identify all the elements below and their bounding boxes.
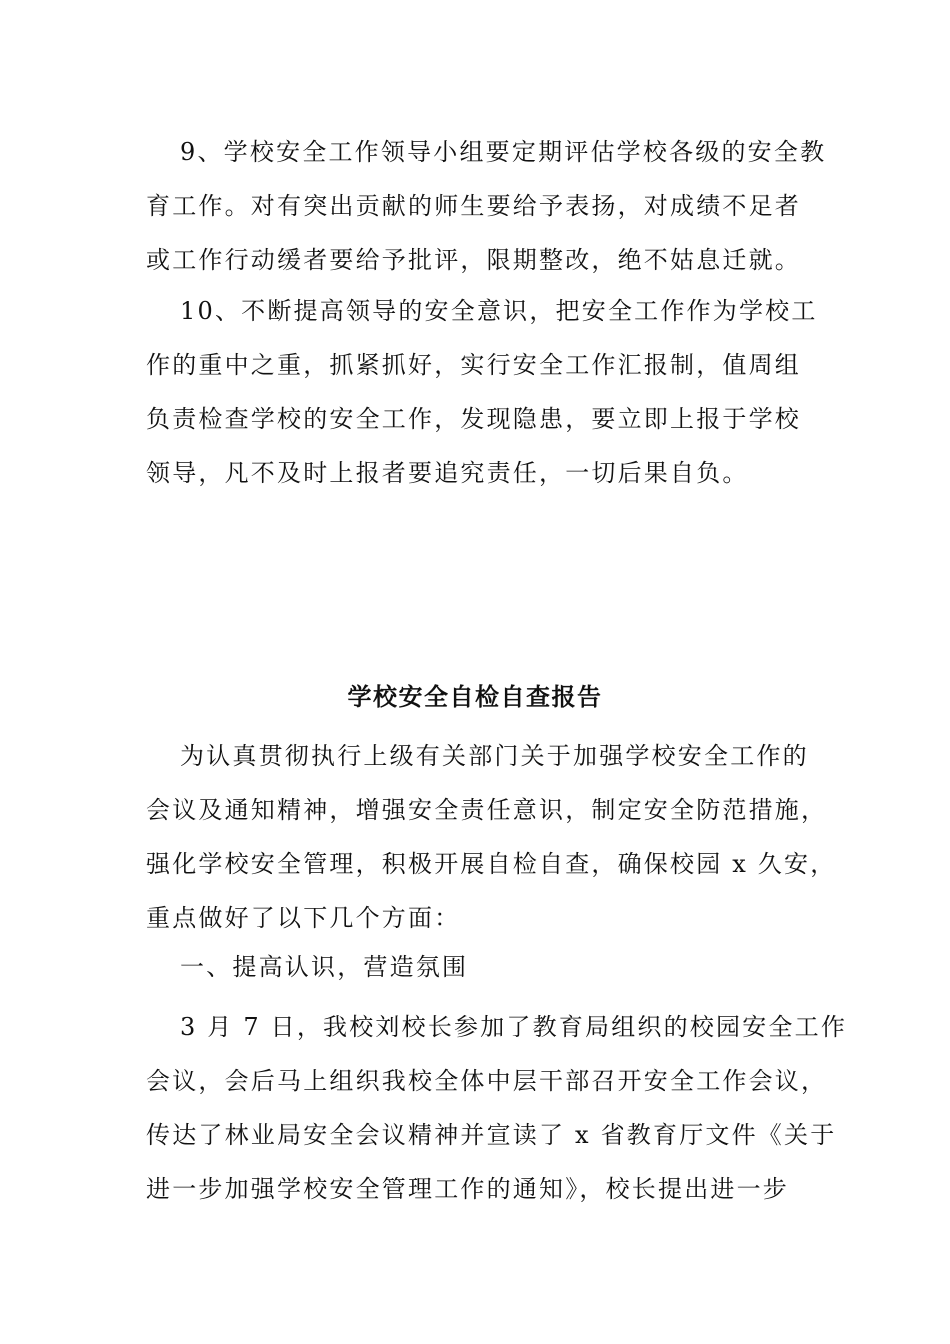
text-line: 9、学校安全工作领导小组要定期评估学校各级的安全教 <box>180 138 827 166</box>
text-line: 重点做好了以下几个方面： <box>146 904 461 932</box>
text-line: 育工作。对有突出贡献的师生要给予表扬，对成绩不足者 <box>146 192 801 220</box>
text-line: 进一步加强学校安全管理工作的通知》，校长提出进一步 <box>146 1175 789 1203</box>
text-line: 强化学校安全管理，积极开展自检自查，确保校园 x 久安， <box>146 850 837 878</box>
text-line: 3 月 7 日，我校刘校长参加了教育局组织的校园安全工作 <box>180 1013 848 1041</box>
report-title: 学校安全自检自查报告 <box>347 683 603 711</box>
text-line: 负责检查学校的安全工作，发现隐患，要立即上报于学校 <box>146 405 801 433</box>
text-line: 传达了林业局安全会议精神并宣读了 x 省教育厅文件《关于 <box>146 1121 837 1149</box>
section-heading-1 <box>146 940 810 994</box>
paragraph-1 <box>146 1000 848 1216</box>
paragraph-item-9 <box>146 125 827 287</box>
paragraph-item-10 <box>146 284 818 500</box>
paragraph-intro <box>146 729 837 945</box>
text-line: 作的重中之重，抓紧抓好，实行安全工作汇报制，值周组 <box>146 351 801 379</box>
text-line: 10、不断提高领导的安全意识，把安全工作作为学校工 <box>180 297 818 325</box>
text-line: 或工作行动缓者要给予批评，限期整改，绝不姑息迁就。 <box>146 246 801 274</box>
heading-text: 一、提高认识，营造氛围 <box>180 953 469 981</box>
text-line: 会议及通知精神，增强安全责任意识，制定安全防范措施， <box>146 796 828 824</box>
text-line: 为认真贯彻执行上级有关部门关于加强学校安全工作的 <box>180 742 809 770</box>
text-line: 会议，会后马上组织我校全体中层干部召开安全工作会议， <box>146 1067 828 1095</box>
text-line: 领导，凡不及时上报者要追究责任，一切后果自负。 <box>146 459 749 487</box>
